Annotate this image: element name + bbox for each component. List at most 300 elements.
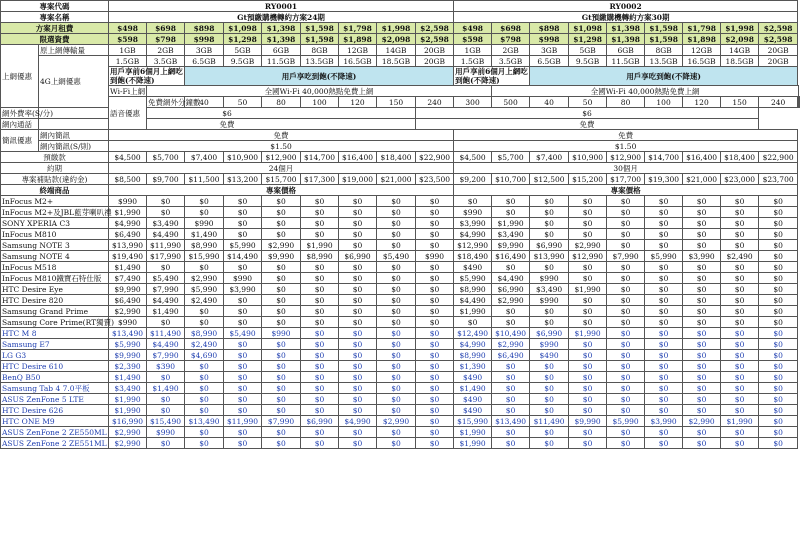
device-price-cell: $0 bbox=[607, 317, 645, 328]
value-cell: 13.5GB bbox=[301, 56, 339, 67]
device-price-cell: $0 bbox=[262, 218, 301, 229]
value-cell: $5,700 bbox=[147, 152, 185, 163]
device-price-cell: $0 bbox=[377, 328, 416, 339]
device-price-cell: $0 bbox=[377, 361, 416, 372]
device-price-cell: $7,990 bbox=[607, 251, 645, 262]
value-cell: $7,400 bbox=[185, 152, 224, 163]
device-price-cell: $3,990 bbox=[454, 218, 492, 229]
device-name: Samsung Core Prime(RT獨賣) bbox=[2, 317, 115, 327]
device-price-cell: $0 bbox=[530, 229, 569, 240]
device-price-cell: $0 bbox=[721, 207, 759, 218]
device-price-cell: $0 bbox=[607, 372, 645, 383]
device-row bbox=[1, 383, 800, 394]
device-price-cell: $0 bbox=[645, 229, 683, 240]
device-row bbox=[1, 361, 800, 372]
device-price-cell: $5,490 bbox=[224, 328, 262, 339]
device-price-cell: $0 bbox=[492, 427, 530, 438]
wifi-row bbox=[1, 86, 800, 97]
device-price-cell: $15,990 bbox=[454, 416, 492, 427]
device-price-cell: $3,490 bbox=[109, 383, 147, 394]
device-name: ASUS ZenFone 2 ZE550ML bbox=[2, 427, 107, 437]
device-price-cell: $0 bbox=[224, 229, 262, 240]
device-price-cell: $0 bbox=[377, 405, 416, 416]
device-price-cell: $0 bbox=[569, 339, 607, 350]
value-cell: $998 bbox=[530, 34, 569, 45]
device-price-cell: $0 bbox=[721, 196, 759, 207]
device-price-cell: $0 bbox=[530, 438, 569, 449]
device-price-cell: $7,990 bbox=[147, 350, 185, 361]
value-cell: 40 bbox=[530, 97, 569, 108]
device-row bbox=[1, 317, 800, 328]
device-price-cell: $0 bbox=[569, 218, 607, 229]
device-price-cell: $0 bbox=[759, 207, 798, 218]
device-price-cell: $0 bbox=[683, 361, 721, 372]
device-price-cell: $2,990 bbox=[492, 339, 530, 350]
value-cell: $23,000 bbox=[721, 174, 759, 185]
device-price-cell: $0 bbox=[339, 427, 377, 438]
value-cell: 9.5GB bbox=[224, 56, 262, 67]
device-price-cell: $0 bbox=[492, 361, 530, 372]
value-cell: 3GB bbox=[185, 45, 224, 56]
value-cell: 80 bbox=[262, 97, 301, 108]
device-price-cell: $0 bbox=[607, 229, 645, 240]
device-price-cell: $0 bbox=[377, 427, 416, 438]
device-price-cell: $0 bbox=[301, 372, 339, 383]
device-price-cell: $13,990 bbox=[530, 251, 569, 262]
device-price-cell: $0 bbox=[224, 207, 262, 218]
value-cell: 11.5GB bbox=[607, 56, 645, 67]
device-price-cell: $0 bbox=[721, 394, 759, 405]
device-price-cell: $0 bbox=[645, 394, 683, 405]
device-price-cell: $0 bbox=[301, 350, 339, 361]
device-price-cell: $0 bbox=[492, 262, 530, 273]
device-price-cell: $0 bbox=[262, 273, 301, 284]
value-cell: $1,398 bbox=[607, 23, 645, 34]
device-price-cell: $0 bbox=[530, 405, 569, 416]
value-cell: $10,700 bbox=[492, 174, 530, 185]
plan-code-row bbox=[1, 1, 800, 12]
device-price-cell: $0 bbox=[147, 207, 185, 218]
base-data-label: 原上網傳輸量 bbox=[39, 45, 109, 56]
device-price-cell: $2,990 bbox=[109, 427, 147, 438]
value-cell: 1.5GB bbox=[454, 56, 492, 67]
value-cell: $598 bbox=[109, 34, 147, 45]
device-price-cell: $0 bbox=[454, 317, 492, 328]
device-row bbox=[1, 405, 800, 416]
device-price-cell: $0 bbox=[569, 405, 607, 416]
device-price-cell: $0 bbox=[185, 306, 224, 317]
device-price-cell: $0 bbox=[339, 196, 377, 207]
device-price-cell: $2,490 bbox=[185, 339, 224, 350]
device-price-cell: $0 bbox=[377, 372, 416, 383]
device-price-cell: $1,990 bbox=[721, 416, 759, 427]
value-cell: 1GB bbox=[454, 45, 492, 56]
device-price-cell: $1,490 bbox=[147, 306, 185, 317]
device-price-cell: $0 bbox=[645, 262, 683, 273]
device-price-cell: $17,990 bbox=[147, 251, 185, 262]
promo-fee-row bbox=[1, 34, 800, 45]
device-price-cell: $990 bbox=[416, 251, 454, 262]
value-cell: $19,300 bbox=[645, 174, 683, 185]
device-price-cell: $4,490 bbox=[147, 229, 185, 240]
value-cell: $498 bbox=[109, 23, 147, 34]
value-cell: $15,200 bbox=[569, 174, 607, 185]
products-price-b: 專案價格 bbox=[454, 185, 798, 196]
device-price-cell: $0 bbox=[607, 284, 645, 295]
device-price-cell: $0 bbox=[416, 394, 454, 405]
value-cell: 150 bbox=[377, 97, 416, 108]
device-price-cell: $2,490 bbox=[185, 295, 224, 306]
device-price-cell: $0 bbox=[530, 207, 569, 218]
device-price-cell: $0 bbox=[607, 306, 645, 317]
device-price-cell: $5,990 bbox=[607, 416, 645, 427]
device-price-cell: $0 bbox=[759, 339, 798, 350]
value-cell: 240 bbox=[759, 97, 798, 108]
device-price-cell: $0 bbox=[569, 207, 607, 218]
device-price-cell: $0 bbox=[301, 339, 339, 350]
device-price-cell: $0 bbox=[262, 207, 301, 218]
device-price-cell: $0 bbox=[759, 405, 798, 416]
value-cell: 6GB bbox=[262, 45, 301, 56]
plan-name-b: Gt預繳購機轉約方案30期 bbox=[454, 12, 798, 23]
device-price-cell: $0 bbox=[262, 438, 301, 449]
device-price-cell: $0 bbox=[224, 262, 262, 273]
device-price-cell: $0 bbox=[185, 372, 224, 383]
device-price-cell: $6,490 bbox=[109, 229, 147, 240]
device-price-cell: $4,990 bbox=[339, 416, 377, 427]
device-price-cell: $1,990 bbox=[109, 207, 147, 218]
device-price-cell: $0 bbox=[683, 339, 721, 350]
device-price-cell: $0 bbox=[530, 317, 569, 328]
value-cell: $8,500 bbox=[109, 174, 147, 185]
device-price-cell: $4,990 bbox=[454, 339, 492, 350]
value-cell: $18,400 bbox=[721, 152, 759, 163]
value-cell: 3.5GB bbox=[147, 56, 185, 67]
device-price-cell: $0 bbox=[339, 438, 377, 449]
device-price-cell: $0 bbox=[339, 317, 377, 328]
device-price-cell: $6,490 bbox=[492, 350, 530, 361]
device-price-cell: $0 bbox=[377, 284, 416, 295]
device-price-cell: $490 bbox=[530, 350, 569, 361]
device-price-cell: $5,990 bbox=[185, 284, 224, 295]
device-price-cell: $13,990 bbox=[109, 240, 147, 251]
value-cell: 3.5GB bbox=[492, 56, 530, 67]
value-cell: $2,098 bbox=[721, 34, 759, 45]
device-price-cell: $0 bbox=[492, 394, 530, 405]
device-price-cell: $0 bbox=[607, 339, 645, 350]
value-cell: $21,000 bbox=[683, 174, 721, 185]
device-price-cell: $0 bbox=[262, 405, 301, 416]
prepay-row bbox=[1, 152, 800, 163]
onnet-call-row bbox=[1, 119, 800, 130]
data-group-label: 上網優惠 bbox=[1, 45, 39, 108]
device-price-cell: $1,490 bbox=[109, 262, 147, 273]
value-cell: 14GB bbox=[721, 45, 759, 56]
device-name: Samsung E7 bbox=[1, 339, 109, 350]
onnet-call-label: 網內通話 bbox=[1, 119, 39, 130]
prepay-label: 預繳款 bbox=[1, 152, 109, 163]
device-price-cell: $0 bbox=[224, 317, 262, 328]
device-price-cell: $0 bbox=[224, 405, 262, 416]
term-row bbox=[1, 163, 800, 174]
device-price-cell: $990 bbox=[185, 218, 224, 229]
lte-note-b-full: 用戶享吃到飽(不降速) bbox=[530, 67, 798, 86]
device-price-cell: $2,990 bbox=[109, 438, 147, 449]
device-price-cell: $0 bbox=[262, 339, 301, 350]
device-price-cell: $0 bbox=[759, 273, 798, 284]
value-cell: $4,500 bbox=[454, 152, 492, 163]
device-row bbox=[1, 251, 800, 262]
value-cell: $22,900 bbox=[416, 152, 454, 163]
device-price-cell: $0 bbox=[301, 229, 339, 240]
monthly-fee-label: 方案月租費 bbox=[1, 23, 109, 34]
device-price-cell: $0 bbox=[339, 218, 377, 229]
device-price-cell: $2,990 bbox=[569, 240, 607, 251]
device-price-cell: $0 bbox=[339, 240, 377, 251]
device-name: ASUS ZenFone 5 LTE bbox=[1, 394, 109, 405]
wifi-value-a: 全國Wi-Fi 40,000熱點免費上網 bbox=[147, 86, 492, 97]
device-price-cell: $4,990 bbox=[109, 218, 147, 229]
device-name: InFocus M810 bbox=[1, 229, 109, 240]
device-price-cell: $4,490 bbox=[454, 295, 492, 306]
value-cell: $23,500 bbox=[416, 174, 454, 185]
device-price-cell: $1,990 bbox=[569, 284, 607, 295]
device-name: InFocus M518 bbox=[1, 262, 109, 273]
device-price-cell: $0 bbox=[530, 262, 569, 273]
device-row bbox=[1, 284, 800, 295]
device-price-cell: $0 bbox=[569, 383, 607, 394]
device-price-cell: $0 bbox=[416, 229, 454, 240]
device-price-cell: $0 bbox=[147, 438, 185, 449]
value-cell: $21,000 bbox=[377, 174, 416, 185]
device-price-cell: $7,990 bbox=[147, 284, 185, 295]
device-price-cell: $990 bbox=[109, 196, 147, 207]
value-cell: $10,900 bbox=[569, 152, 607, 163]
device-price-cell: $990 bbox=[454, 207, 492, 218]
device-price-cell: $490 bbox=[454, 372, 492, 383]
device-row bbox=[1, 372, 800, 383]
device-price-cell: $0 bbox=[683, 284, 721, 295]
value-cell: $17,300 bbox=[301, 174, 339, 185]
device-price-cell: $1,990 bbox=[301, 240, 339, 251]
value-cell: 50 bbox=[224, 97, 262, 108]
device-price-cell: $0 bbox=[759, 262, 798, 273]
device-price-cell: $7,490 bbox=[109, 273, 147, 284]
device-price-cell: $0 bbox=[645, 207, 683, 218]
device-price-cell: $0 bbox=[759, 361, 798, 372]
device-row bbox=[1, 273, 800, 284]
device-price-cell: $2,990 bbox=[683, 416, 721, 427]
value-cell: 150 bbox=[721, 97, 759, 108]
device-price-cell: $490 bbox=[454, 405, 492, 416]
device-price-cell: $0 bbox=[339, 405, 377, 416]
device-price-cell: $0 bbox=[262, 317, 301, 328]
device-price-cell: $1,990 bbox=[109, 394, 147, 405]
device-price-cell: $0 bbox=[416, 361, 454, 372]
device-price-cell: $0 bbox=[492, 207, 530, 218]
device-price-cell: $1,490 bbox=[109, 372, 147, 383]
device-price-cell: $0 bbox=[759, 284, 798, 295]
value-cell: $10,900 bbox=[224, 152, 262, 163]
device-price-cell: $0 bbox=[224, 361, 262, 372]
device-price-cell: $0 bbox=[645, 295, 683, 306]
value-cell: 6.5GB bbox=[185, 56, 224, 67]
device-price-cell: $0 bbox=[569, 372, 607, 383]
device-price-cell: $2,990 bbox=[185, 273, 224, 284]
device-price-cell: $15,490 bbox=[147, 416, 185, 427]
device-name: BenQ B50 bbox=[1, 372, 109, 383]
device-price-cell: $0 bbox=[416, 284, 454, 295]
device-price-cell: $4,990 bbox=[454, 229, 492, 240]
value-cell: $19,000 bbox=[339, 174, 377, 185]
device-price-cell: $0 bbox=[569, 317, 607, 328]
device-price-cell: $11,490 bbox=[530, 416, 569, 427]
device-price-cell: $990 bbox=[147, 427, 185, 438]
device-price-cell: $0 bbox=[377, 317, 416, 328]
device-price-cell: $0 bbox=[721, 262, 759, 273]
device-price-cell: $0 bbox=[683, 427, 721, 438]
device-price-cell: $5,990 bbox=[224, 240, 262, 251]
device-name: InFocus M810鐵寶石特仕版 bbox=[1, 273, 109, 284]
device-name: HTC ONE M9 bbox=[1, 416, 109, 427]
device-price-cell: $0 bbox=[492, 317, 530, 328]
lte-note-row bbox=[1, 67, 800, 86]
device-price-cell: $0 bbox=[645, 240, 683, 251]
device-price-cell: $6,490 bbox=[109, 295, 147, 306]
value-cell: $1,598 bbox=[301, 34, 339, 45]
device-price-cell: $15,990 bbox=[185, 251, 224, 262]
device-price-cell: $0 bbox=[339, 394, 377, 405]
device-price-cell: $0 bbox=[759, 251, 798, 262]
device-price-cell: $0 bbox=[721, 372, 759, 383]
device-price-cell: $0 bbox=[569, 196, 607, 207]
device-price-cell: $14,490 bbox=[224, 251, 262, 262]
device-price-cell: $0 bbox=[339, 207, 377, 218]
device-price-cell: $0 bbox=[759, 394, 798, 405]
device-price-cell: $13,490 bbox=[492, 416, 530, 427]
device-price-cell: $0 bbox=[607, 438, 645, 449]
device-price-cell: $5,990 bbox=[109, 339, 147, 350]
device-row bbox=[1, 438, 800, 449]
device-price-cell: $0 bbox=[645, 284, 683, 295]
device-price-cell: $0 bbox=[185, 383, 224, 394]
device-price-cell: $13,490 bbox=[185, 416, 224, 427]
device-price-cell: $0 bbox=[645, 438, 683, 449]
device-price-cell: $9,990 bbox=[492, 240, 530, 251]
value-cell: 500 bbox=[492, 97, 530, 108]
value-cell: 8GB bbox=[645, 45, 683, 56]
device-price-cell: $0 bbox=[416, 196, 454, 207]
value-cell: $17,700 bbox=[607, 174, 645, 185]
device-price-cell: $0 bbox=[683, 383, 721, 394]
device-price-cell: $0 bbox=[416, 295, 454, 306]
device-price-cell: $0 bbox=[339, 383, 377, 394]
device-row bbox=[1, 394, 800, 405]
device-price-cell: $0 bbox=[224, 350, 262, 361]
device-name: Samsung NOTE 3 bbox=[1, 240, 109, 251]
device-price-cell: $0 bbox=[339, 229, 377, 240]
value-cell: 240 bbox=[416, 97, 454, 108]
device-price-cell: $0 bbox=[759, 196, 798, 207]
device-price-cell: $0 bbox=[645, 372, 683, 383]
device-price-cell: $0 bbox=[607, 273, 645, 284]
device-price-cell: $0 bbox=[224, 383, 262, 394]
value-cell: $1,098 bbox=[224, 23, 262, 34]
device-price-cell: $0 bbox=[339, 284, 377, 295]
device-price-cell: $0 bbox=[607, 361, 645, 372]
device-price-cell: $3,490 bbox=[492, 229, 530, 240]
device-price-cell: $0 bbox=[262, 284, 301, 295]
device-price-cell: $0 bbox=[530, 383, 569, 394]
device-price-cell: $0 bbox=[377, 350, 416, 361]
device-price-cell: $0 bbox=[645, 196, 683, 207]
device-price-cell: $0 bbox=[645, 218, 683, 229]
device-price-cell: $0 bbox=[301, 306, 339, 317]
device-price-cell: $8,990 bbox=[185, 328, 224, 339]
device-price-cell: $0 bbox=[224, 295, 262, 306]
value-cell: $7,400 bbox=[530, 152, 569, 163]
term-value-b: 30個月 bbox=[454, 163, 798, 174]
offnet-rate-a: $6 bbox=[39, 108, 416, 119]
lte-note-b-partial: 用戶享前6個月上網吃到飽(不降速) bbox=[455, 67, 528, 85]
device-price-cell: $2,990 bbox=[377, 416, 416, 427]
device-price-cell: $0 bbox=[683, 405, 721, 416]
device-price-cell: $0 bbox=[607, 328, 645, 339]
device-price-cell: $0 bbox=[339, 350, 377, 361]
value-cell: 18.5GB bbox=[721, 56, 759, 67]
value-cell: $9,200 bbox=[454, 174, 492, 185]
value-cell: $1,398 bbox=[262, 23, 301, 34]
device-price-cell: $0 bbox=[339, 262, 377, 273]
device-name: LG G3 bbox=[1, 350, 109, 361]
device-price-cell: $490 bbox=[454, 394, 492, 405]
value-cell: $1,998 bbox=[377, 23, 416, 34]
offnet-sms-a: $1.50 bbox=[109, 141, 454, 152]
device-price-cell: $0 bbox=[416, 350, 454, 361]
value-cell: $1,898 bbox=[683, 34, 721, 45]
subsidy-row bbox=[1, 174, 800, 185]
device-price-cell: $0 bbox=[416, 416, 454, 427]
value-cell: 1.5GB bbox=[109, 56, 147, 67]
value-cell: $11,500 bbox=[185, 174, 224, 185]
device-price-cell: $0 bbox=[683, 295, 721, 306]
device-price-cell: $6,990 bbox=[530, 328, 569, 339]
device-price-cell: $0 bbox=[645, 339, 683, 350]
value-cell: 120 bbox=[683, 97, 721, 108]
device-price-cell: $0 bbox=[721, 405, 759, 416]
device-price-cell: $0 bbox=[224, 394, 262, 405]
device-row bbox=[1, 306, 800, 317]
device-price-cell: $0 bbox=[721, 240, 759, 251]
device-row bbox=[1, 229, 800, 240]
device-price-cell: $9,990 bbox=[109, 284, 147, 295]
device-price-cell: $0 bbox=[759, 416, 798, 427]
value-cell: $798 bbox=[492, 34, 530, 45]
device-price-cell: $0 bbox=[416, 383, 454, 394]
device-price-cell: $0 bbox=[683, 438, 721, 449]
device-price-cell: $0 bbox=[224, 306, 262, 317]
device-price-cell: $0 bbox=[759, 350, 798, 361]
device-price-cell: $0 bbox=[759, 218, 798, 229]
onnet-call-b: 免費 bbox=[416, 119, 759, 130]
value-cell: $12,500 bbox=[530, 174, 569, 185]
value-cell: $2,598 bbox=[416, 34, 454, 45]
device-price-cell: $0 bbox=[262, 361, 301, 372]
value-cell: 3GB bbox=[530, 45, 569, 56]
device-price-cell: $0 bbox=[530, 427, 569, 438]
device-price-cell: $16,490 bbox=[492, 251, 530, 262]
device-price-cell: $4,490 bbox=[492, 273, 530, 284]
